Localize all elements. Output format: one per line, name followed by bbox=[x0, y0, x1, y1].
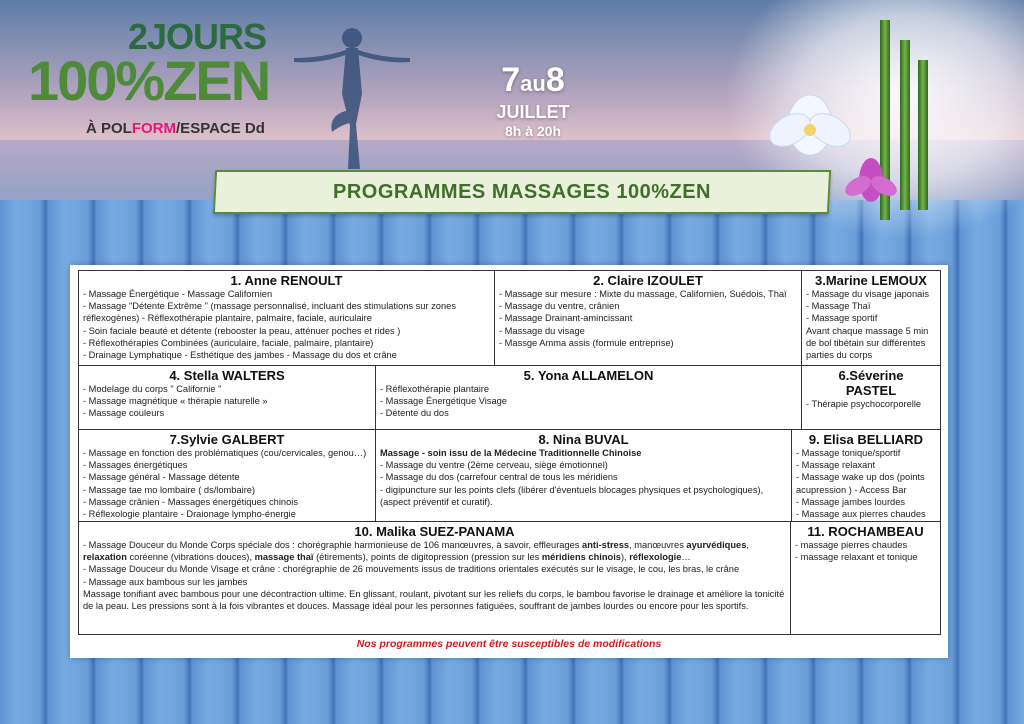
service-line: - Massage couleurs bbox=[83, 408, 165, 419]
service-line: - Réflexologie plantaire - Draionage lympho-énergie bbox=[83, 509, 296, 520]
service-line: - Massage tae mo lombaire ( ds/lombaire) bbox=[83, 484, 256, 495]
practitioner-name: 5. Yona ALLAMELON bbox=[523, 368, 654, 383]
service-line: - Massage du visage japonais bbox=[806, 289, 929, 299]
practitioner-cell-7 bbox=[78, 429, 376, 522]
practitioner-cell-5 bbox=[375, 365, 802, 430]
service-line: - Massage du ventre (2ème cerveau, siège émotionnel) bbox=[380, 460, 608, 471]
service-line: - Massage du ventre, crânien bbox=[499, 301, 620, 312]
practitioner-cell-8 bbox=[375, 429, 792, 522]
service-line: - Massage Énergétique - Massage Californien bbox=[83, 289, 273, 299]
service-line: - Massage aux pierres chaudes bbox=[796, 509, 926, 520]
practitioner-cell-9 bbox=[791, 429, 941, 522]
service-line: - Détente du dos bbox=[380, 408, 449, 419]
date-day-2: 8 bbox=[545, 61, 565, 99]
service-line: - Massage jambes lourdes bbox=[796, 496, 906, 507]
service-line: - Modelage du corps " Californie " bbox=[83, 384, 222, 394]
service-line: - Réflexothérapie plantaire bbox=[380, 384, 490, 394]
service-line: - Massage général - Massage détente bbox=[83, 472, 240, 483]
ribbon-title: PROGRAMMES MASSAGES 100%ZEN bbox=[332, 180, 711, 203]
program-panel bbox=[70, 265, 948, 658]
logo-line-1: 2JOURS bbox=[128, 16, 267, 57]
service-line: - Massages énergétiques bbox=[83, 460, 188, 471]
service-line: - Massage relaxant bbox=[796, 460, 876, 471]
venue-subtitle: À POLFORM/ESPACE Dd bbox=[86, 120, 265, 137]
service-line: - Massage tonique/sportif bbox=[796, 448, 901, 458]
service-line: - massage pierres chaudes bbox=[795, 540, 908, 550]
service-description: Massage tonifiant avec bambous pour une décontraction ultime. En glissant, roulant, pivotant sur les reliefs du corps, le bambou favorise le drainage et améliore la tonicité de la peau. Les pressions sont à la fois vibrantes et douces. Massage idéal pour les personnes fatiguées, souffrant de jambes lourdes ou encore pour les sportifs. bbox=[83, 588, 785, 612]
modification-note: Nos programmes peuvent être susceptibles de modifications bbox=[356, 638, 662, 650]
service-line: - Réflexothérapies Combinées (auriculaire, faciale, palmaire, plantaire) bbox=[83, 337, 374, 348]
practitioner-cell-4 bbox=[78, 365, 376, 430]
practitioner-cell-2 bbox=[494, 270, 802, 366]
practitioner-name: 2. Claire IZOULET bbox=[593, 273, 703, 288]
date-day-1: 7 bbox=[501, 61, 521, 99]
pink-lotus-icon bbox=[836, 150, 906, 210]
practitioner-name: 7.Sylvie GALBERT bbox=[169, 432, 285, 447]
service-line: - Massage "Détente Extrême " (massage personnalisé, incluant des stimulations sur zones réflexogènes) - Réflexothérapie plantaire, palmaire, faciale, auriculaire bbox=[83, 301, 456, 324]
service-line: - Massage Thaï bbox=[806, 301, 871, 312]
service-line: - Massage crânien - Massages énergétiques chinois bbox=[83, 496, 298, 507]
event-date bbox=[478, 62, 588, 140]
practitioner-name: 10. Malika SUEZ-PANAMA bbox=[354, 524, 515, 539]
service-line: - Massage sportif bbox=[806, 313, 878, 324]
service-line: - Soin faciale beauté et détente (rebooster la peau, atténuer poches et rides ) bbox=[83, 325, 401, 336]
service-line: - Massage Drainant-amincissant bbox=[499, 313, 633, 324]
service-line: - Massage Énergétique Visage bbox=[380, 396, 507, 407]
practitioner-name: 6.Séverine PASTEL bbox=[838, 368, 904, 398]
service-line: - Massage sur mesure : Mixte du massage, Californien, Suédois, Thaï bbox=[499, 289, 787, 299]
practitioner-cell-11 bbox=[790, 521, 941, 635]
service-line: - Massage Douceur du Monde Visage et crâne : chorégraphie de 26 mouvements issus de traditions orientales exécutés sur le visage, le cou, les bras, le crâne bbox=[83, 564, 740, 575]
service-line: - Massage du visage bbox=[499, 325, 585, 336]
date-month: JUILLET bbox=[496, 102, 570, 122]
service-line: - Massage Douceur du Monde Corps spéciale dos : chorégraphie harmonieuse de 106 manœuvres, à savoir, effleurages anti-stress, manœuvres ayurvédiques, relaxation coréenne (vibrations douces), massage thaï (étirements), points de digitopression (pression sur les méridiens chinois), réflexologie… bbox=[83, 540, 749, 563]
practitioner-name: 4. Stella WALTERS bbox=[169, 368, 285, 383]
service-line: - Massge Amma assis (formule entreprise) bbox=[499, 337, 674, 348]
service-line: - digipuncture sur les points clefs (libérer d'éventuels blocages physiques et psychologiques), (aspect préventif et curatif). bbox=[380, 484, 764, 507]
date-hours: 8h à 20h bbox=[504, 123, 562, 139]
service-line: - Drainage Lymphatique - Esthétique des jambes - Massage du dos et crâne bbox=[83, 350, 397, 361]
practitioner-name: 11. ROCHAMBEAU bbox=[807, 524, 924, 539]
practitioner-cell-3 bbox=[801, 270, 941, 366]
service-intro: Massage - soin issu de la Médecine Traditionnelle Chinoise bbox=[380, 448, 642, 458]
practitioner-name: 9. Elisa BELLIARD bbox=[808, 432, 924, 447]
service-line: - Massage aux bambous sur les jambes bbox=[83, 576, 248, 587]
practitioner-name: 8. Nina BUVAL bbox=[538, 432, 629, 447]
service-line: Avant chaque massage 5 min de bol tibétain sur différentes parties du corps bbox=[806, 325, 929, 361]
practitioner-cell-1 bbox=[78, 270, 495, 366]
service-line: - massage relaxant et tonique bbox=[795, 552, 918, 563]
practitioner-cell-6 bbox=[801, 365, 941, 430]
service-line: - Thérapie psychocorporelle bbox=[806, 399, 922, 409]
program-ribbon bbox=[213, 170, 831, 214]
practitioner-name: 3.Marine LEMOUX bbox=[815, 273, 927, 288]
service-line: - Massage en fonction des problématiques (cou/cervicales, genou…) bbox=[83, 448, 367, 458]
date-au: au bbox=[520, 71, 546, 96]
white-lotus-icon bbox=[760, 80, 860, 160]
service-line: - Massage wake up dos (points acupression ) - Access Bar bbox=[796, 472, 925, 495]
practitioner-cell-10 bbox=[78, 521, 791, 635]
logo-line-2: 100%ZEN bbox=[28, 49, 270, 112]
service-line: - Massage magnétique « thérapie naturelle » bbox=[83, 396, 268, 407]
yoga-silhouette-icon bbox=[272, 14, 432, 174]
practitioner-name: 1. Anne RENOULT bbox=[230, 273, 343, 288]
bamboo-icon bbox=[918, 60, 928, 210]
service-line: - Massage du dos (carrefour central de tous les méridiens bbox=[380, 472, 618, 483]
